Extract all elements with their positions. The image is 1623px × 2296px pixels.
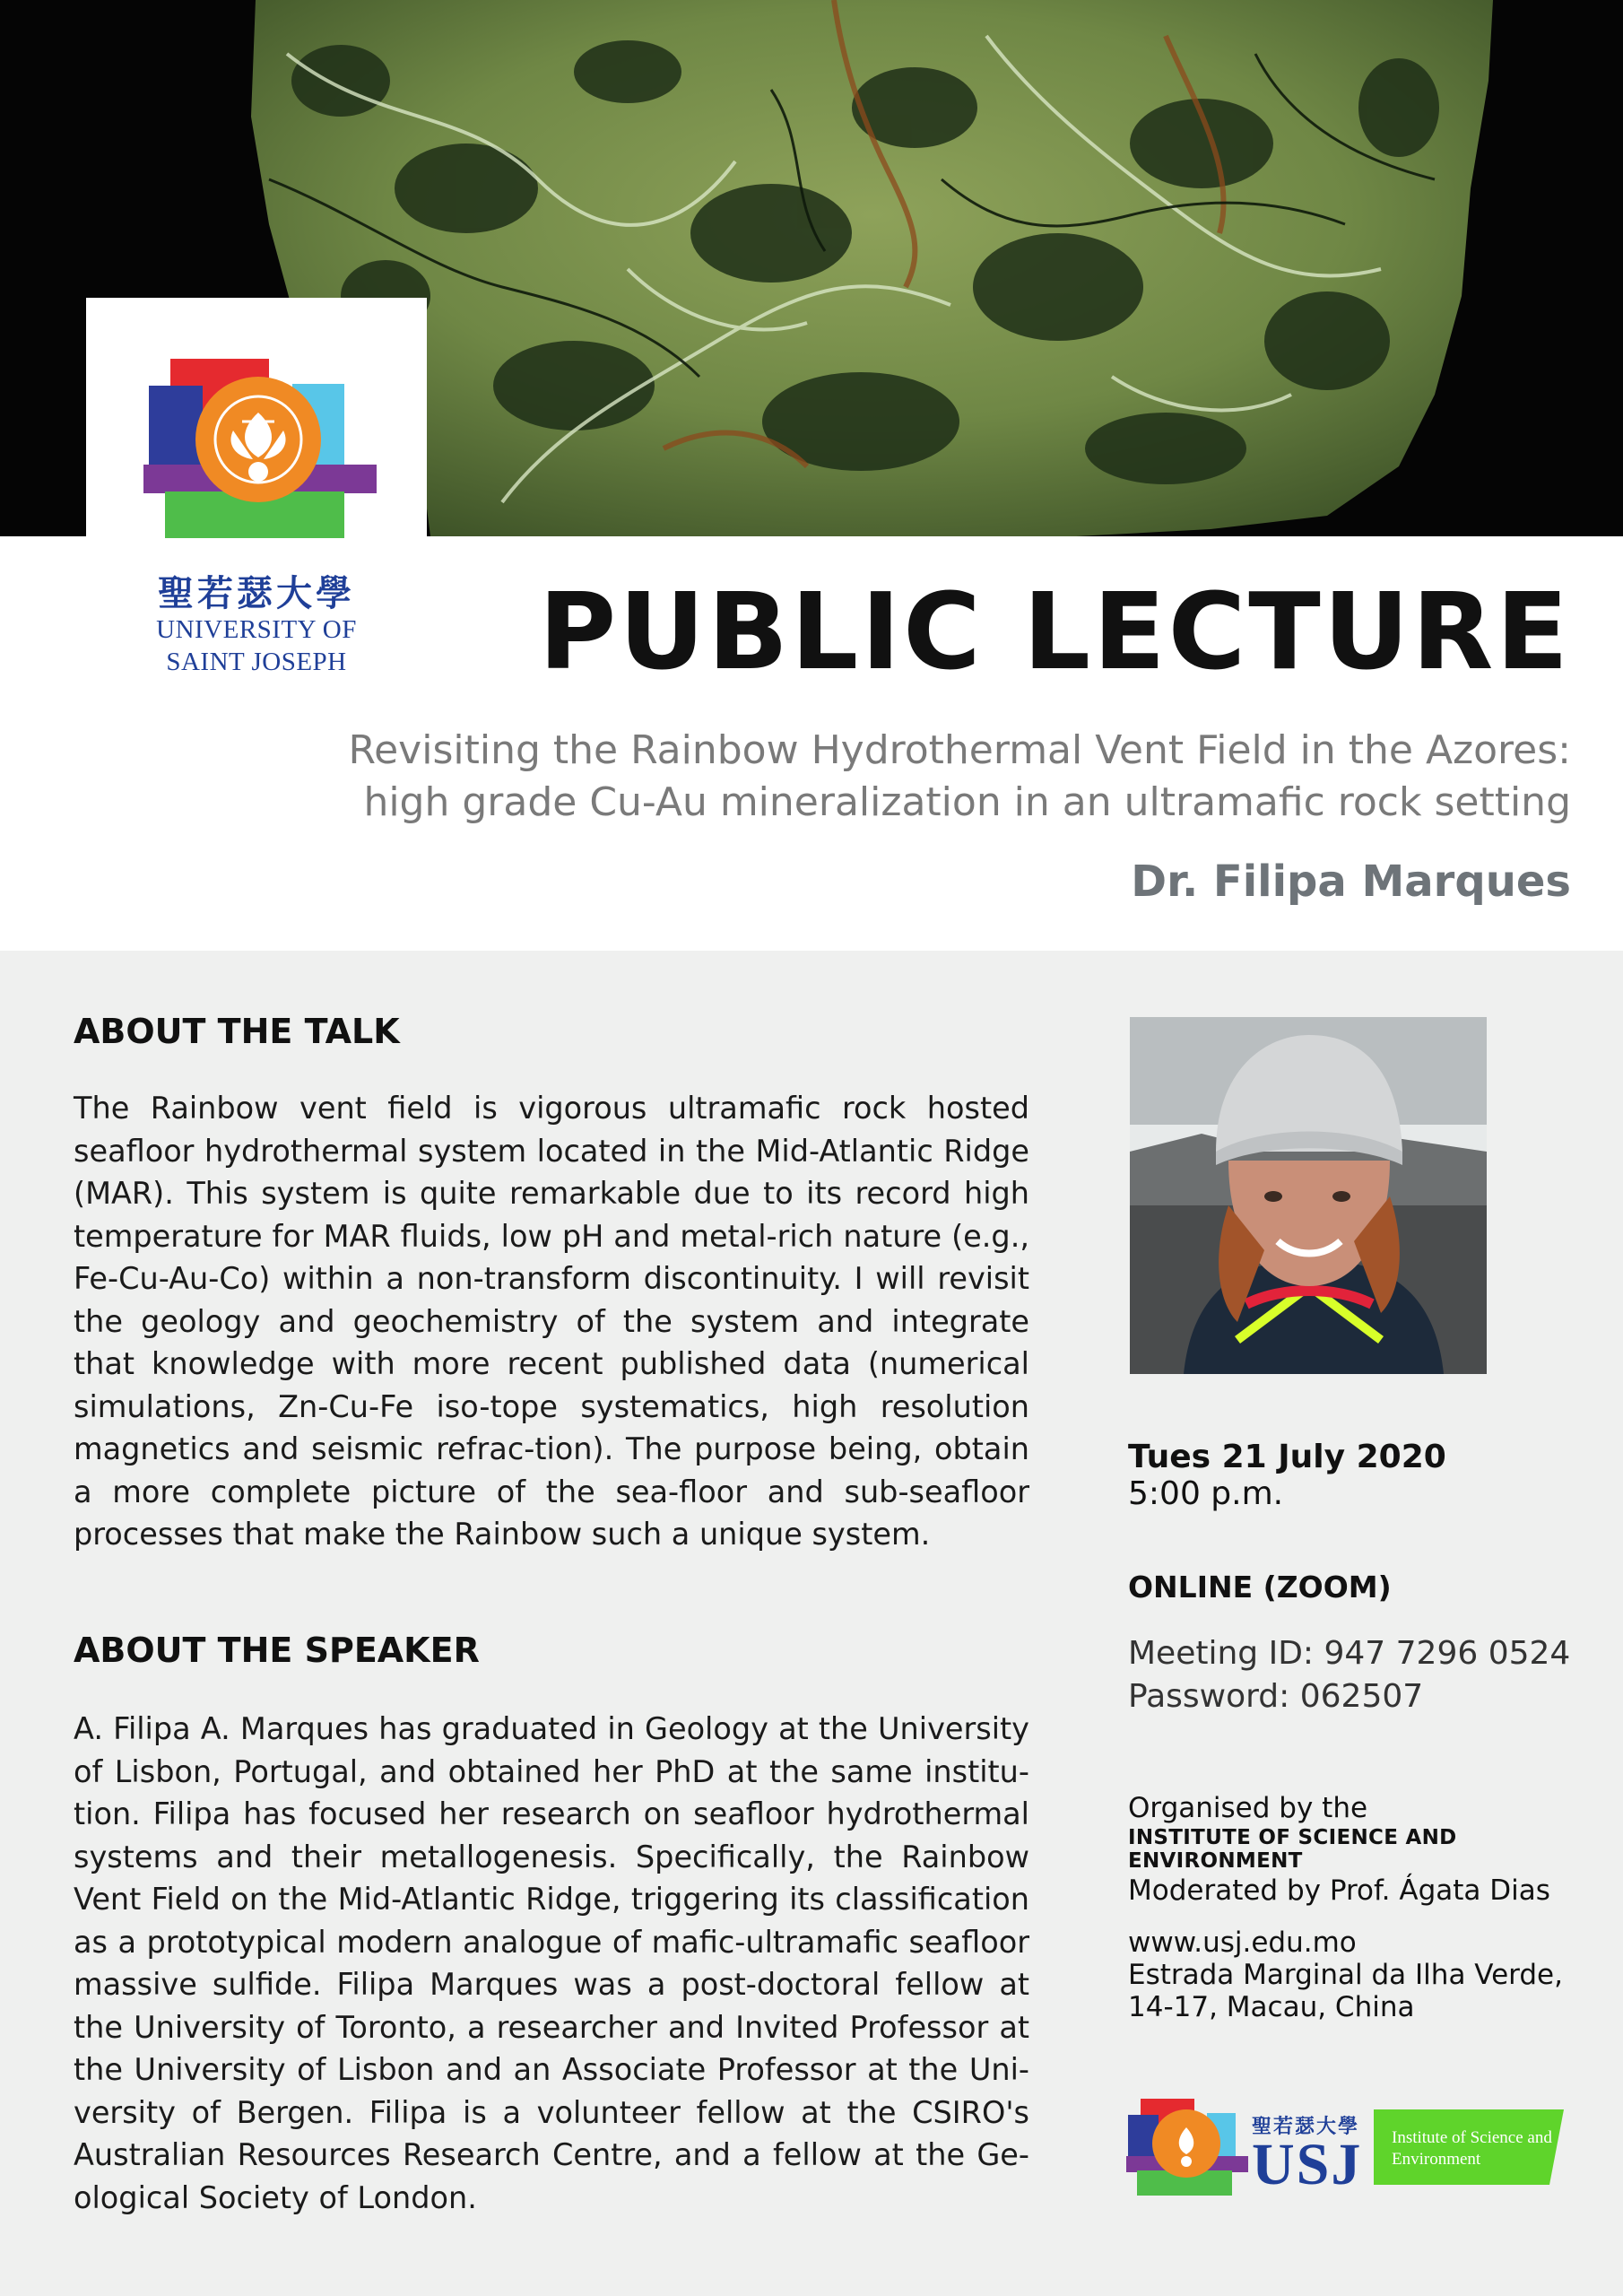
university-logo-block	[86, 298, 427, 710]
about-speaker-body: A. Filipa A. Marques has graduated in Geology at the University of Lisbon, Portugal, and obtained her PhD at the same institu-tion. Filipa has focused her research on seafloor hydrothermal systems and their metallogenesis. Specifically, the Rainbow Vent Field on the Mid-Atlantic Ridge, triggering its classification as a prototypical modern analogue of mafic-ultramafic seafloor massive sulfide. Filipa Marques was a post-doctoral fellow at the University of Toronto, a researcher and Invited Professor at the University of Lisbon and an Associate Professor at the Uni-versity of Bergen. Filipa is a volunteer fellow at the CSIRO's Australian Resources Research Centre, and a fellow at the Ge-ological Society of London.	[74, 1711, 1029, 2215]
page-title: PUBLIC LECTURE	[538, 570, 1571, 693]
logo-chinese-name: 聖若瑟大學	[158, 572, 355, 614]
usj-crest-small-icon	[1126, 2099, 1248, 2197]
institute-badge-label: Institute of Science and Environment	[1392, 2128, 1552, 2169]
address-line-2: 14-17, Macau, China	[1128, 1991, 1415, 2023]
event-datetime	[1128, 1439, 1612, 1512]
event-date: Tues 21 July 2020	[1128, 1439, 1446, 1475]
meeting-id: Meeting ID: 947 7296 0524	[1128, 1635, 1571, 1672]
event-time: 5:00 p.m.	[1128, 1475, 1284, 1512]
organiser-institute: INSTITUTE OF SCIENCE AND ENVIRONMENT	[1128, 1826, 1457, 1873]
logo-english-line1: UNIVERSITY OF	[156, 615, 357, 644]
footer-logos	[1126, 2099, 1584, 2206]
usj-chinese-small: 聖若瑟大學	[1252, 2115, 1360, 2138]
zoom-details	[1128, 1632, 1612, 1718]
event-mode: ONLINE (ZOOM)	[1128, 1570, 1392, 1605]
about-talk-body: The Rainbow vent field is vigorous ultramafic rock hosted seafloor hydrothermal system located in the Mid-Atlantic Ridge (MAR). This system is quite remarkable due to its record high temperature for MAR fluids, low pH and metal-rich nature (e.g., Fe-Cu-Au-Co) within a non-transform discontinuity. I will revisit the geology and geochemistry of the system and integrate that knowledge with more recent published data (numerical simulations, Zn-Cu-Fe iso-tope systematics, high resolution magnetics and seismic refrac-tion). The purpose being, obtain a more complete picture of the sea-floor and sub-seafloor processes that make the Rainbow such a unique system.	[74, 1091, 1029, 1552]
speaker-portrait	[1130, 1017, 1487, 1374]
moderator: Moderated by Prof. Ágata Dias	[1128, 1874, 1550, 1907]
organiser-label: Organised by the	[1128, 1792, 1368, 1824]
website-link[interactable]: www.usj.edu.mo	[1128, 1926, 1357, 1959]
logo-english-line2: SAINT JOSEPH	[166, 648, 347, 676]
institute-badge	[1374, 2109, 1564, 2185]
address-line-1: Estrada Marginal da Ilha Verde,	[1128, 1959, 1563, 1991]
lecture-subtitle	[316, 725, 1571, 829]
subtitle-line-1: Revisiting the Rainbow Hydrothermal Vent Field in the Azores:	[348, 727, 1571, 773]
organiser-block	[1128, 1790, 1612, 1909]
contact-block	[1128, 1926, 1612, 2023]
speaker-name: Dr. Filipa Marques	[1131, 857, 1571, 907]
meeting-password: Password: 062507	[1128, 1678, 1424, 1715]
usj-crest-logo	[143, 357, 377, 545]
subtitle-line-2: high grade Cu-Au mineralization in an ultramafic rock setting	[363, 779, 1571, 825]
event-online	[1128, 1570, 1612, 1605]
about-speaker-heading: ABOUT THE SPEAKER	[74, 1631, 480, 1670]
speaker-photo-illustration	[1130, 1017, 1487, 1374]
usj-wordmark: USJ	[1252, 2132, 1363, 2197]
about-talk-heading: ABOUT THE TALK	[74, 1012, 400, 1051]
